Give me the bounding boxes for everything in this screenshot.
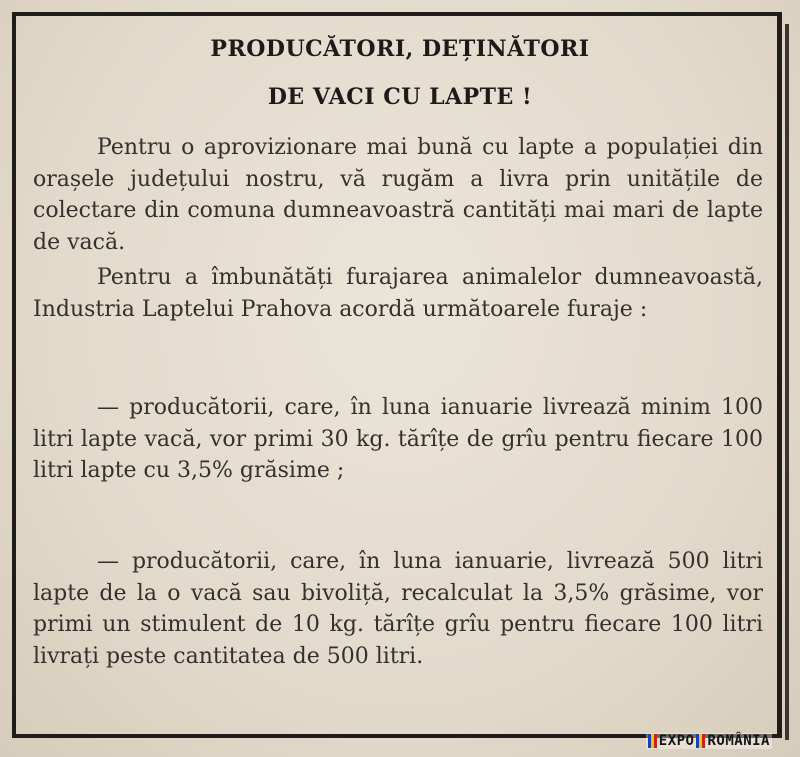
romanian-flag-icon — [648, 734, 657, 748]
paragraph-2: Pentru a îmbunătăți furajarea animalelor dumneavoastă, Industria Laptelui Prahova acordă următoarele furaje : — [33, 265, 763, 322]
headline-line-2: DE VACI CU LAPTE ! — [267, 84, 533, 110]
flag-stripe-red — [702, 734, 705, 748]
flag-stripe-red — [654, 734, 657, 748]
paragraph-3: — producătorii, care, în luna ianuarie livrează minim 100 litri lapte vacă, vor primi 30 kg. tărîțe de grîu pentru fiecare 100 litri lapte cu 3,5% grăsime ; — [33, 395, 763, 484]
paragraph-1: Pentru o aprovizionare mai bună cu lapte a populației din orașele județului nostru, vă rugăm a livra prin unitățile de colectare din comuna dumneavoastră cantități mai mari de lapte de vacă. — [33, 135, 763, 256]
paragraph-4: — producătorii, care, în luna ianuarie, livrează 500 litri lapte de la o vacă sau bivoliță, recalculat la 3,5% grăsime, vor primi un stimulent de 10 kg. tărîțe grîu pentru fiecare 100 litri livrați peste cantitatea de 500 litri. — [33, 549, 763, 670]
watermark-left: EXPO — [658, 733, 695, 749]
romanian-flag-icon — [696, 734, 705, 748]
expo-romania-watermark — [646, 733, 772, 749]
headline-line-1: PRODUCĂTORI, DEȚINĂTORI — [210, 36, 590, 62]
watermark-right: ROMÂNIA — [707, 733, 770, 749]
